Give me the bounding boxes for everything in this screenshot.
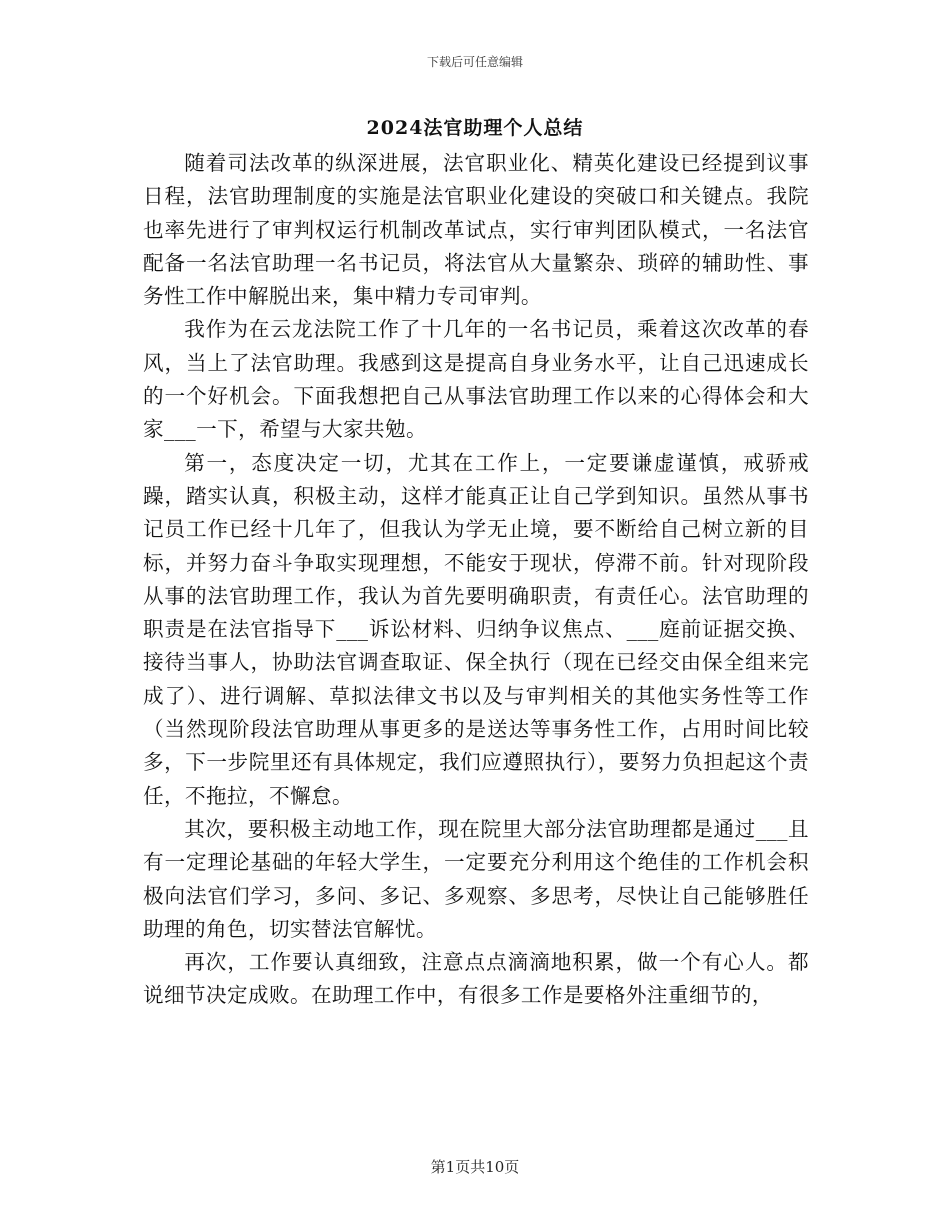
document-title: 2024法官助理个人总结 [366,117,584,139]
paragraph-1: 随着司法改革的纵深进展，法官职业化、精英化建设已经提到议事日程，法官助理制度的实施是法官职业化建设的突破口和关键点。我院也率先进行了审判权运行机制改革试点，实行审判团队模式，一名法官配备一名法官助理一名书记员，将法官从大量繁杂、琐碎的辅助性、事务性工作中解脱出来，集中精力专司审判。 [143,151,809,309]
paragraph-2: 我作为在云龙法院工作了十几年的一名书记员，乘着这次改革的春风，当上了法官助理。我感到这是提高自身业务水平，让自己迅速成长的一个好机会。下面我想把自己从事法官助理工作以来的心得体会和大家___一下，希望与大家共勉。 [143,317,809,442]
paragraph-4: 其次，要积极主动地工作，现在院里大部分法官助理都是通过___且有一定理论基础的年轻大学生，一定要充分利用这个绝佳的工作机会积极向法官们学习，多问、多记、多观察、多思考，尽快让自己能够胜任助理的角色，切实替法官解忧。 [143,816,809,941]
document-body [143,147,809,1013]
header-note: 下载后可任意编辑 [426,55,523,69]
page-footer: 第1页共10页 [430,1158,520,1176]
paragraph-5: 再次，工作要认真细致，注意点点滴滴地积累，做一个有心人。都说细节决定成败。在助理工作中，有很多工作是要格外注重细节的， [143,950,809,1008]
paragraph-3: 第一，态度决定一切，尤其在工作上，一定要谦虚谨慎，戒骄戒躁，踏实认真，积极主动，这样才能真正让自己学到知识。虽然从事书记员工作已经十几年了，但我认为学无止境，要不断给自己树立新的目标，并努力奋斗争取实现理想，不能安于现状，停滞不前。针对现阶段从事的法官助理工作，我认为首先要明确职责，有责任心。法官助理的职责是在法官指导下___诉讼材料、归纳争议焦点、___庭前证据交换、接待当事人，协助法官调查取证、保全执行（现在已经交由保全组来完成了）、进行调解、草拟法律文书以及与审判相关的其他实务性等工作（当然现阶段法官助理从事更多的是送达等事务性工作，占用时间比较多，下一步院里还有具体规定，我们应遵照执行），要努力负担起这个责任，不拖拉，不懈怠。 [143,450,809,808]
